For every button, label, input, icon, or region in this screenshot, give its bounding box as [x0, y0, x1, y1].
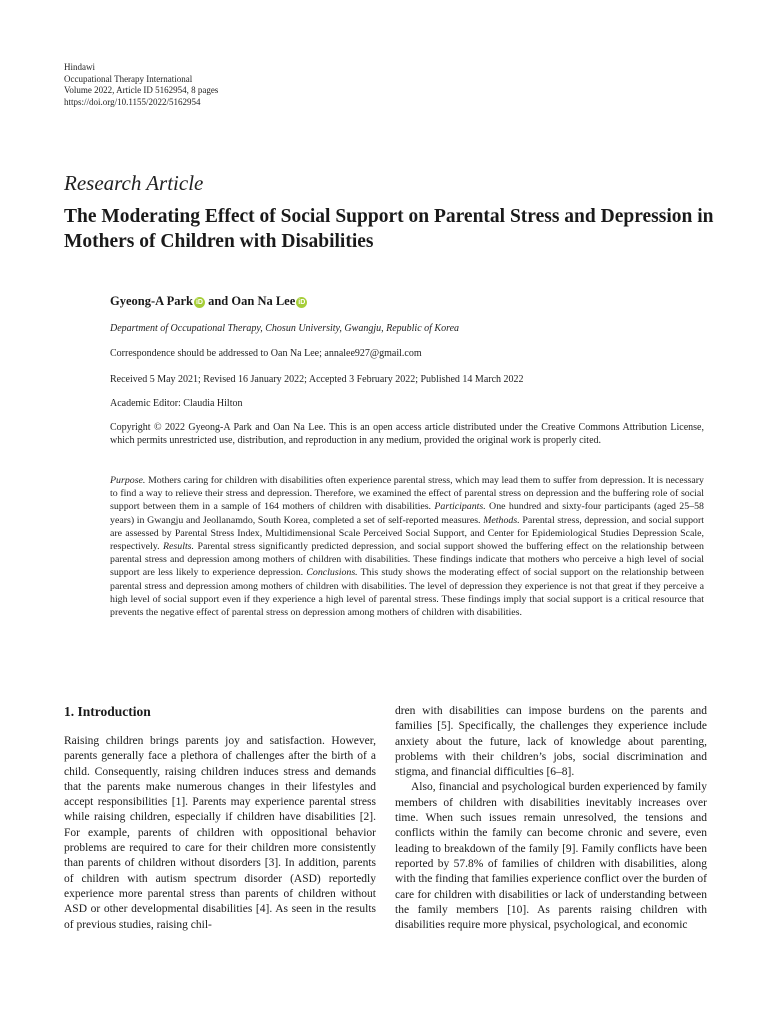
- abstract-label-purpose: Purpose.: [110, 475, 146, 486]
- journal-name: Occupational Therapy International: [64, 73, 193, 84]
- body-paragraph: Also, financial and psychological burden experienced by family members of children with disabilities inevitably increases over time. When such issues remain unresolved, the tensions and conflicts within the family can become chronic and severe, even leading to breakdown of the family [9]. Family conflicts have been reported by 57.8% of families of children with disabilities, along with the finding that families experience conflict over the burden of care for children with disabilities or lack of understanding between the family members [10]. As parents raising children with disabilities require more physical, psychological, and economic: [395, 781, 707, 932]
- publisher-name: Hindawi: [64, 62, 95, 72]
- orcid-icon[interactable]: iD: [195, 299, 203, 306]
- abstract-methods: Parental stress, depression, and social support are assessed by Parental Stress Index, Multidimensional Scale Perceived Social Support, and Center for Epidemiological Studies Depression Scale, respectively.: [110, 514, 704, 553]
- abstract-conclusions: This study shows the moderating effect of social support on the relationship between parental stress and depression among mothers of children with disabilities. The level of depression they experience is not that great if they perceive a high level of social support even if they experience a high level of parental stress. These findings imply that social support is a critical resource that prevents the negative effect of parental stress on depression among mothers of children with disabilities.: [110, 567, 704, 619]
- author-list: [110, 294, 307, 309]
- abstract-label-methods: Methods.: [483, 514, 520, 526]
- article-type: Research Article: [64, 171, 204, 195]
- academic-editor: Academic Editor: Claudia Hilton: [110, 398, 243, 409]
- orcid-icon[interactable]: iD: [298, 299, 306, 306]
- journal-info: [64, 62, 218, 108]
- journal-volume: Volume 2022, Article ID 5162954, 8 pages: [64, 85, 219, 96]
- abstract-participants: One hundred and sixty-four participants (aged 25–58 years) in Gwangju and Jeollanamdo, South Korea, completed a set of self-reported measures.: [110, 501, 704, 526]
- publication-dates: Received 5 May 2021; Revised 16 January 2022; Accepted 3 February 2022; Published 14 March 2022: [110, 374, 524, 385]
- correspondence: Correspondence should be addressed to Oan Na Lee; annalee927@gmail.com: [110, 348, 422, 359]
- affiliation: Department of Occupational Therapy, Chosun University, Gwangju, Republic of Korea: [110, 323, 460, 334]
- doi-link[interactable]: https://doi.org/10.1155/2022/5162954: [64, 96, 201, 107]
- body-column-left: [64, 704, 376, 933]
- paper-title: The Moderating Effect of Social Support on Parental Stress and Depression in Mothers of Children with Disabilities: [64, 206, 714, 252]
- abstract-label-conclusions: Conclusions.: [306, 567, 358, 579]
- author-name[interactable]: Gyeong-A Park: [110, 294, 193, 308]
- abstract-label-participants: Participants.: [434, 501, 486, 513]
- author-name[interactable]: Oan Na Lee: [231, 294, 296, 308]
- abstract-results: Parental stress significantly predicted depression, and social support showed the buffering effect on the relationship between parental stress and depression among mothers of children with disabilities. These findings indicate that mothers who perceive a high level of social support are less likely to experience depression.: [110, 541, 704, 579]
- copyright-notice: Copyright © 2022 Gyeong-A Park and Oan Na Lee. This is an open access article distributed under the Creative Commons Attribution License, which permits unrestricted use, distribution, and reproduction in any medium, provided the original work is properly cited.: [110, 422, 704, 446]
- body-paragraph: Raising children brings parents joy and satisfaction. However, parents generally face a plethora of challenges after the birth of a child. Consequently, raising children induces stress and demands that the parents make numerous changes in their lifestyles and accept responsibilities [1]. Parents may experience parental stress while raising children, especially if children have disabilities [2]. For example, parents of children with oppositional behavior problems are required to care for their children more consistently than parents of children without disorders [3]. In addition, parents of children with autism spectrum disorder (ASD) reportedly experience more parental stress than parents of children without ASD or other developmental disabilities [4]. As seen in the results of previous studies, raising chil-: [64, 735, 376, 931]
- abstract-purpose: Mothers caring for children with disabilities often experience parental stress, which may lead them to suffer from depression. It is necessary to find a way to relieve their stress and depression. Therefore, we examined the effect of parental stress on depression and the buffering role of social support between them in a sample of 164 mothers of children with disabilities.: [110, 475, 704, 513]
- abstract: [110, 474, 704, 619]
- abstract-label-results: Results.: [163, 541, 194, 553]
- body-paragraph: dren with disabilities can impose burdens on the parents and families [5]. Specifically, the challenges they experience include anxiety about the future, lack of knowledge about parenting, problems with their children’s jobs, social discrimination and stigma, and financial difficulties [6–8].: [395, 705, 707, 779]
- body-column-right: [395, 704, 707, 933]
- author-connector: and: [204, 294, 232, 308]
- section-heading: 1. Introduction: [64, 704, 151, 719]
